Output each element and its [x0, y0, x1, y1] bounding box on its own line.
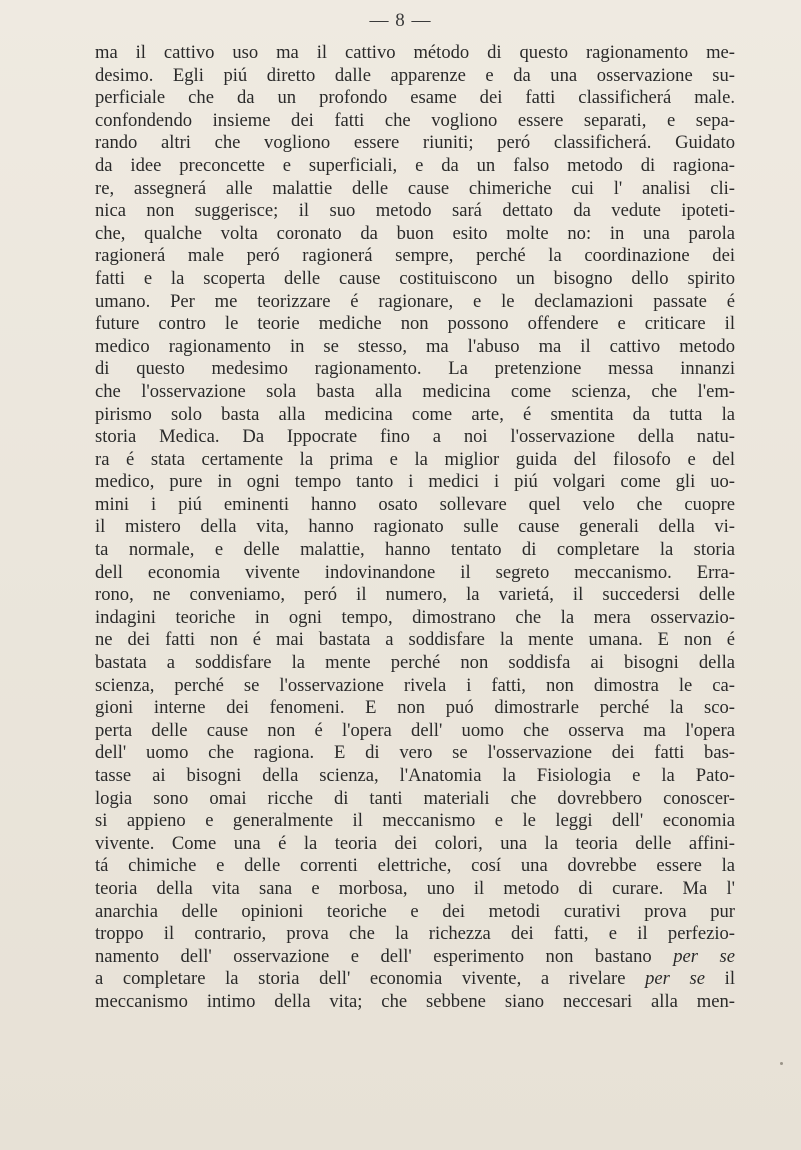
text-line: mini i piú eminenti hanno osato sollevare quel velo che cuopre — [95, 493, 735, 515]
text-line: scienza, perché se l'osservazione rivela i fatti, non dimostra le ca- — [95, 674, 735, 696]
text-line: medico, pure in ogni tempo tanto i medici i piú volgari come gli uo- — [95, 471, 735, 493]
text-line: ragionerá male peró ragionerá sempre, perché la coordinazione dei — [95, 245, 735, 267]
text-line: tasse ai bisogni della scienza, l'Anatomia la Fisiologia e la Pato- — [95, 765, 735, 786]
text-line: perficiale che da un profondo esame dei fatti classificherá male. — [95, 87, 735, 109]
text-line: che l'osservazione sola basta alla medicina come scienza, che l'em- — [95, 380, 735, 402]
text-line: umano. Per me teorizzare é ragionare, e le declamazioni passate é — [95, 290, 735, 312]
body-text — [95, 42, 735, 1014]
text-line: nica non suggerisce; il suo metodo sará dettato da vedute ipoteti- — [95, 200, 735, 222]
text-line: namento dell' osservazione e dell' esperimento non bastano per se — [95, 945, 735, 967]
text-line: rono, ne conveniamo, peró il numero, la varietá, il succedersi delle — [95, 584, 735, 606]
text-line: pirismo solo basta alla medicina come arte, é smentita da tutta la — [95, 403, 735, 425]
text-line: re, assegnerá alle malattie delle cause chimeriche cui l' analisi cli- — [95, 177, 735, 199]
text-line: da idee preconcette e superficiali, e da un falso metodo di ragiona- — [95, 154, 735, 176]
text-line: il mistero della vita, hanno ragionato sulle cause generali della vi- — [95, 516, 735, 538]
text-line: anarchia delle opinioni teoriche e dei metodi curativi prova pur — [95, 900, 735, 922]
text-line: a completare la storia dell' economia vivente, a rivelare per se il — [95, 968, 735, 990]
text-line: medico ragionamento in se stesso, ma l'abuso ma il cattivo metodo — [95, 335, 735, 357]
text-line: si appieno e generalmente il meccanismo e le leggi dell' economia — [95, 810, 735, 832]
text-line: tá chimiche e delle correnti elettriche, cosí una dovrebbe essere la — [95, 855, 735, 877]
text-line: logia sono omai ricche di tanti materiali che dovrebbero conoscer- — [95, 787, 735, 809]
text-line: rando altri che vogliono essere riuniti; peró classificherá. Guidato — [95, 132, 735, 154]
text-line: confondendo insieme dei fatti che vogliono essere separati, e sepa- — [95, 109, 735, 131]
text-line: meccanismo intimo della vita; che sebbene siano neccesari alla men- — [95, 990, 735, 1012]
text-line: teoria della vita sana e morbosa, uno il metodo di curare. Ma l' — [95, 877, 735, 899]
text-line: bastata a soddisfare la mente perché non soddisfa ai bisogni della — [95, 652, 735, 674]
text-line: di questo medesimo ragionamento. La pretenzione messa innanzi — [95, 358, 735, 380]
text-line: che, qualche volta coronato da buon esito molte no: in una parola — [95, 222, 735, 244]
text-line: ta normale, e delle malattie, hanno tentato di completare la storia — [95, 539, 735, 561]
italic-phrase: per se — [673, 945, 735, 967]
text-line: dell economia vivente indovinandone il segreto meccanismo. Erra- — [95, 561, 735, 583]
text-line: ra é stata certamente la prima e la miglior guida del filosofo e del — [95, 448, 735, 470]
paper-speck — [780, 1062, 783, 1065]
text-line: vivente. Come una é la teoria dei colori, una la teoria delle affini- — [95, 832, 735, 854]
page-number: — 8 — — [369, 10, 432, 31]
text-line: ne dei fatti non é mai bastata a soddisfare la mente umana. E non é — [95, 629, 735, 651]
text-line: storia Medica. Da Ippocrate fino a noi l'osservazione della natu- — [95, 426, 735, 448]
italic-phrase: per se — [645, 968, 706, 990]
text-line: ma il cattivo uso ma il cattivo método di questo ragionamento me- — [95, 42, 735, 63]
text-line: future contro le teorie mediche non possono offendere e criticare il — [95, 313, 735, 335]
text-line: gioni interne dei fenomeni. E non puó dimostrarle perché la sco- — [95, 697, 735, 719]
text-line: perta delle cause non é l'opera dell' uomo che osserva ma l'opera — [95, 719, 735, 741]
text-line: dell' uomo che ragiona. E di vero se l'osservazione dei fatti bas- — [95, 742, 735, 764]
text-line: indagini teoriche in ogni tempo, dimostrano che la mera osservazio- — [95, 606, 735, 628]
text-line: troppo il contrario, prova che la richezza dei fatti, e il perfezio- — [95, 923, 735, 945]
text-line: desimo. Egli piú diretto dalle apparenze e da una osservazione su- — [95, 64, 735, 86]
text-line: fatti e la scoperta delle cause costituiscono un bisogno dello spirito — [95, 267, 735, 289]
